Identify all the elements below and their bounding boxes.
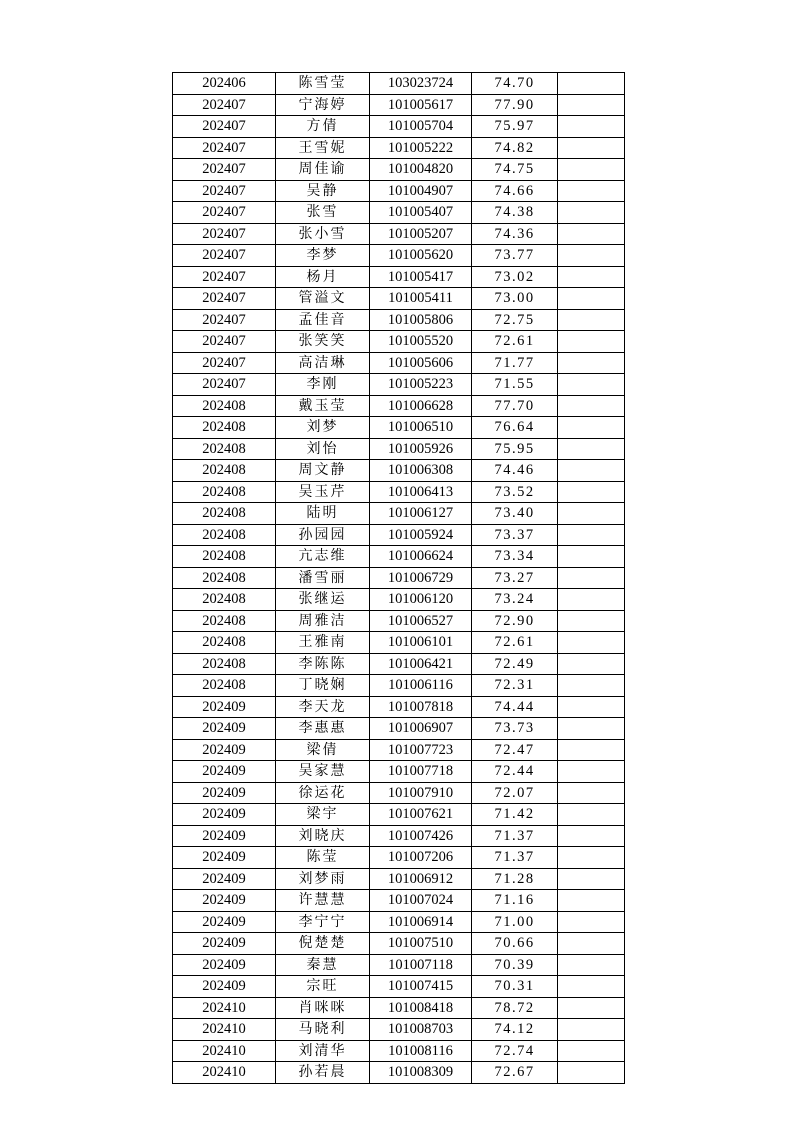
period-cell: 202407 (173, 137, 276, 159)
table-row (173, 610, 625, 632)
score-cell: 74.46 (472, 460, 558, 482)
note-cell (558, 524, 625, 546)
candidate-id-cell: 101008116 (370, 1040, 472, 1062)
period-cell: 202407 (173, 223, 276, 245)
table-row (173, 804, 625, 826)
period-cell: 202409 (173, 890, 276, 912)
score-cell: 72.74 (472, 1040, 558, 1062)
candidate-id-cell: 101006907 (370, 718, 472, 740)
score-cell: 72.75 (472, 309, 558, 331)
candidate-id-cell: 101007118 (370, 954, 472, 976)
table-row (173, 933, 625, 955)
candidate-id-cell: 101007621 (370, 804, 472, 826)
table-row (173, 675, 625, 697)
name-cell: 王雅南 (276, 632, 370, 654)
candidate-id-cell: 101005223 (370, 374, 472, 396)
note-cell (558, 761, 625, 783)
score-cell: 75.95 (472, 438, 558, 460)
note-cell (558, 739, 625, 761)
table-row (173, 997, 625, 1019)
note-cell (558, 202, 625, 224)
candidate-id-cell: 101004907 (370, 180, 472, 202)
note-cell (558, 933, 625, 955)
table-row (173, 481, 625, 503)
note-cell (558, 417, 625, 439)
note-cell (558, 718, 625, 740)
name-cell: 杨月 (276, 266, 370, 288)
period-cell: 202409 (173, 847, 276, 869)
score-cell: 76.64 (472, 417, 558, 439)
table-row (173, 503, 625, 525)
name-cell: 方倩 (276, 116, 370, 138)
candidate-id-cell: 101007910 (370, 782, 472, 804)
name-cell: 秦慧 (276, 954, 370, 976)
note-cell (558, 266, 625, 288)
note-cell (558, 610, 625, 632)
note-cell (558, 675, 625, 697)
period-cell: 202410 (173, 1019, 276, 1041)
candidate-id-cell: 101007024 (370, 890, 472, 912)
table-row (173, 180, 625, 202)
note-cell (558, 997, 625, 1019)
table-row (173, 739, 625, 761)
table-row (173, 73, 625, 95)
note-cell (558, 395, 625, 417)
note-cell (558, 159, 625, 181)
note-cell (558, 374, 625, 396)
table-row (173, 331, 625, 353)
score-cell: 73.00 (472, 288, 558, 310)
note-cell (558, 73, 625, 95)
name-cell: 李天龙 (276, 696, 370, 718)
table-row (173, 546, 625, 568)
name-cell: 李梦 (276, 245, 370, 267)
note-cell (558, 567, 625, 589)
score-cell: 75.97 (472, 116, 558, 138)
table-row (173, 718, 625, 740)
name-cell: 梁倩 (276, 739, 370, 761)
note-cell (558, 653, 625, 675)
candidate-id-cell: 101008703 (370, 1019, 472, 1041)
period-cell: 202407 (173, 374, 276, 396)
candidate-id-cell: 101007206 (370, 847, 472, 869)
note-cell (558, 460, 625, 482)
candidate-id-cell: 101005407 (370, 202, 472, 224)
period-cell: 202409 (173, 976, 276, 998)
note-cell (558, 1062, 625, 1084)
note-cell (558, 180, 625, 202)
note-cell (558, 825, 625, 847)
candidate-id-cell: 101007723 (370, 739, 472, 761)
name-cell: 刘怡 (276, 438, 370, 460)
candidate-id-cell: 101005207 (370, 223, 472, 245)
table-row (173, 954, 625, 976)
name-cell: 周雅洁 (276, 610, 370, 632)
period-cell: 202407 (173, 116, 276, 138)
table-row (173, 137, 625, 159)
name-cell: 张笑笑 (276, 331, 370, 353)
name-cell: 潘雪丽 (276, 567, 370, 589)
candidate-id-cell: 101006101 (370, 632, 472, 654)
score-cell: 73.77 (472, 245, 558, 267)
score-cell: 73.37 (472, 524, 558, 546)
note-cell (558, 890, 625, 912)
period-cell: 202408 (173, 481, 276, 503)
name-cell: 刘梦 (276, 417, 370, 439)
score-cell: 71.16 (472, 890, 558, 912)
name-cell: 高洁琳 (276, 352, 370, 374)
period-cell: 202409 (173, 804, 276, 826)
score-cell: 73.27 (472, 567, 558, 589)
candidate-id-cell: 101005806 (370, 309, 472, 331)
name-cell: 倪楚楚 (276, 933, 370, 955)
table-row (173, 309, 625, 331)
note-cell (558, 352, 625, 374)
note-cell (558, 911, 625, 933)
period-cell: 202409 (173, 696, 276, 718)
score-cell: 70.66 (472, 933, 558, 955)
period-cell: 202410 (173, 997, 276, 1019)
name-cell: 管溢文 (276, 288, 370, 310)
name-cell: 李宁宁 (276, 911, 370, 933)
period-cell: 202408 (173, 460, 276, 482)
note-cell (558, 309, 625, 331)
candidate-id-cell: 101006729 (370, 567, 472, 589)
name-cell: 王雪妮 (276, 137, 370, 159)
score-cell: 72.61 (472, 632, 558, 654)
name-cell: 吴玉芹 (276, 481, 370, 503)
candidate-id-cell: 101006127 (370, 503, 472, 525)
name-cell: 张继运 (276, 589, 370, 611)
candidate-id-cell: 101007415 (370, 976, 472, 998)
table-row (173, 1040, 625, 1062)
note-cell (558, 1019, 625, 1041)
note-cell (558, 589, 625, 611)
period-cell: 202409 (173, 761, 276, 783)
name-cell: 张小雪 (276, 223, 370, 245)
score-cell: 73.40 (472, 503, 558, 525)
name-cell: 张雪 (276, 202, 370, 224)
candidate-id-cell: 101005417 (370, 266, 472, 288)
score-cell: 73.34 (472, 546, 558, 568)
name-cell: 李陈陈 (276, 653, 370, 675)
table-row (173, 976, 625, 998)
table-row (173, 352, 625, 374)
candidate-id-cell: 101008418 (370, 997, 472, 1019)
candidate-id-cell: 101005606 (370, 352, 472, 374)
period-cell: 202407 (173, 245, 276, 267)
period-cell: 202407 (173, 266, 276, 288)
score-cell: 74.36 (472, 223, 558, 245)
period-cell: 202410 (173, 1062, 276, 1084)
name-cell: 孙若晨 (276, 1062, 370, 1084)
name-cell: 徐运花 (276, 782, 370, 804)
name-cell: 宗旺 (276, 976, 370, 998)
period-cell: 202408 (173, 610, 276, 632)
note-cell (558, 94, 625, 116)
candidate-id-cell: 101006628 (370, 395, 472, 417)
table-row (173, 460, 625, 482)
candidate-id-cell: 101006527 (370, 610, 472, 632)
candidate-id-cell: 101007426 (370, 825, 472, 847)
period-cell: 202409 (173, 868, 276, 890)
candidate-id-cell: 101004820 (370, 159, 472, 181)
note-cell (558, 546, 625, 568)
score-cell: 73.73 (472, 718, 558, 740)
name-cell: 梁宇 (276, 804, 370, 826)
score-cell: 73.24 (472, 589, 558, 611)
note-cell (558, 223, 625, 245)
score-cell: 73.52 (472, 481, 558, 503)
candidate-id-cell: 101007718 (370, 761, 472, 783)
name-cell: 周文静 (276, 460, 370, 482)
score-cell: 78.72 (472, 997, 558, 1019)
name-cell: 周佳谕 (276, 159, 370, 181)
period-cell: 202408 (173, 675, 276, 697)
table-row (173, 438, 625, 460)
table-row (173, 159, 625, 181)
note-cell (558, 438, 625, 460)
table-row (173, 266, 625, 288)
score-cell: 72.44 (472, 761, 558, 783)
period-cell: 202407 (173, 352, 276, 374)
table-row (173, 223, 625, 245)
score-cell: 73.02 (472, 266, 558, 288)
period-cell: 202407 (173, 159, 276, 181)
note-cell (558, 632, 625, 654)
score-cell: 74.38 (472, 202, 558, 224)
period-cell: 202408 (173, 524, 276, 546)
table-row (173, 589, 625, 611)
table-row (173, 374, 625, 396)
name-cell: 孟佳音 (276, 309, 370, 331)
candidate-id-cell: 101006413 (370, 481, 472, 503)
table-row (173, 782, 625, 804)
name-cell: 马晓利 (276, 1019, 370, 1041)
score-cell: 71.42 (472, 804, 558, 826)
score-cell: 74.70 (472, 73, 558, 95)
score-cell: 71.55 (472, 374, 558, 396)
table-row (173, 524, 625, 546)
note-cell (558, 868, 625, 890)
candidate-id-cell: 101006912 (370, 868, 472, 890)
name-cell: 李刚 (276, 374, 370, 396)
candidate-id-cell: 101005926 (370, 438, 472, 460)
score-cell: 70.39 (472, 954, 558, 976)
period-cell: 202409 (173, 933, 276, 955)
score-cell: 77.70 (472, 395, 558, 417)
period-cell: 202408 (173, 632, 276, 654)
table-row (173, 245, 625, 267)
note-cell (558, 331, 625, 353)
candidate-id-cell: 101008309 (370, 1062, 472, 1084)
period-cell: 202409 (173, 718, 276, 740)
table-row (173, 1019, 625, 1041)
name-cell: 刘梦雨 (276, 868, 370, 890)
candidate-id-cell: 101006421 (370, 653, 472, 675)
score-cell: 71.77 (472, 352, 558, 374)
score-cell: 74.12 (472, 1019, 558, 1041)
period-cell: 202407 (173, 202, 276, 224)
name-cell: 宁海婷 (276, 94, 370, 116)
period-cell: 202408 (173, 589, 276, 611)
candidate-id-cell: 101006116 (370, 675, 472, 697)
table-row (173, 567, 625, 589)
score-cell: 74.66 (472, 180, 558, 202)
period-cell: 202408 (173, 395, 276, 417)
score-table (172, 72, 625, 1084)
score-cell: 74.44 (472, 696, 558, 718)
table-row (173, 653, 625, 675)
name-cell: 刘清华 (276, 1040, 370, 1062)
table-row (173, 395, 625, 417)
candidate-id-cell: 101006624 (370, 546, 472, 568)
score-cell: 72.67 (472, 1062, 558, 1084)
period-cell: 202408 (173, 438, 276, 460)
name-cell: 李惠惠 (276, 718, 370, 740)
note-cell (558, 782, 625, 804)
name-cell: 吴家慧 (276, 761, 370, 783)
score-cell: 71.00 (472, 911, 558, 933)
score-cell: 71.37 (472, 825, 558, 847)
candidate-id-cell: 101005620 (370, 245, 472, 267)
period-cell: 202407 (173, 180, 276, 202)
name-cell: 肖咪咪 (276, 997, 370, 1019)
name-cell: 许慧慧 (276, 890, 370, 912)
period-cell: 202409 (173, 825, 276, 847)
period-cell: 202408 (173, 546, 276, 568)
note-cell (558, 1040, 625, 1062)
note-cell (558, 954, 625, 976)
name-cell: 陆明 (276, 503, 370, 525)
candidate-id-cell: 101005411 (370, 288, 472, 310)
score-cell: 77.90 (472, 94, 558, 116)
candidate-id-cell: 101005222 (370, 137, 472, 159)
score-cell: 71.37 (472, 847, 558, 869)
candidate-id-cell: 101005520 (370, 331, 472, 353)
period-cell: 202409 (173, 954, 276, 976)
note-cell (558, 696, 625, 718)
name-cell: 刘晓庆 (276, 825, 370, 847)
period-cell: 202407 (173, 94, 276, 116)
table-row (173, 1062, 625, 1084)
period-cell: 202408 (173, 567, 276, 589)
candidate-id-cell: 103023724 (370, 73, 472, 95)
period-cell: 202407 (173, 288, 276, 310)
note-cell (558, 976, 625, 998)
note-cell (558, 137, 625, 159)
score-cell: 72.07 (472, 782, 558, 804)
table-row (173, 94, 625, 116)
name-cell: 戴玉莹 (276, 395, 370, 417)
note-cell (558, 116, 625, 138)
table-row (173, 116, 625, 138)
name-cell: 吴静 (276, 180, 370, 202)
period-cell: 202408 (173, 653, 276, 675)
table-row (173, 288, 625, 310)
table-row (173, 825, 625, 847)
name-cell: 丁晓娴 (276, 675, 370, 697)
score-cell: 72.49 (472, 653, 558, 675)
candidate-id-cell: 101005924 (370, 524, 472, 546)
table-row (173, 847, 625, 869)
period-cell: 202409 (173, 911, 276, 933)
candidate-id-cell: 101006120 (370, 589, 472, 611)
name-cell: 孙园园 (276, 524, 370, 546)
note-cell (558, 288, 625, 310)
period-cell: 202406 (173, 73, 276, 95)
table-row (173, 761, 625, 783)
score-cell: 72.31 (472, 675, 558, 697)
period-cell: 202409 (173, 739, 276, 761)
candidate-id-cell: 101006914 (370, 911, 472, 933)
candidate-id-cell: 101005617 (370, 94, 472, 116)
score-cell: 74.75 (472, 159, 558, 181)
candidate-id-cell: 101006308 (370, 460, 472, 482)
name-cell: 亢志维 (276, 546, 370, 568)
table-row (173, 890, 625, 912)
score-cell: 70.31 (472, 976, 558, 998)
period-cell: 202408 (173, 503, 276, 525)
candidate-id-cell: 101007510 (370, 933, 472, 955)
period-cell: 202407 (173, 331, 276, 353)
period-cell: 202408 (173, 417, 276, 439)
table-row (173, 696, 625, 718)
table-row (173, 632, 625, 654)
score-cell: 72.61 (472, 331, 558, 353)
score-cell: 71.28 (472, 868, 558, 890)
name-cell: 陈莹 (276, 847, 370, 869)
note-cell (558, 503, 625, 525)
period-cell: 202409 (173, 782, 276, 804)
table-row (173, 417, 625, 439)
score-cell: 72.90 (472, 610, 558, 632)
score-table-body (173, 73, 625, 1084)
period-cell: 202410 (173, 1040, 276, 1062)
table-row (173, 202, 625, 224)
note-cell (558, 481, 625, 503)
note-cell (558, 804, 625, 826)
candidate-id-cell: 101007818 (370, 696, 472, 718)
table-row (173, 868, 625, 890)
score-cell: 72.47 (472, 739, 558, 761)
candidate-id-cell: 101005704 (370, 116, 472, 138)
candidate-id-cell: 101006510 (370, 417, 472, 439)
table-row (173, 911, 625, 933)
note-cell (558, 847, 625, 869)
score-cell: 74.82 (472, 137, 558, 159)
name-cell: 陈雪莹 (276, 73, 370, 95)
note-cell (558, 245, 625, 267)
period-cell: 202407 (173, 309, 276, 331)
